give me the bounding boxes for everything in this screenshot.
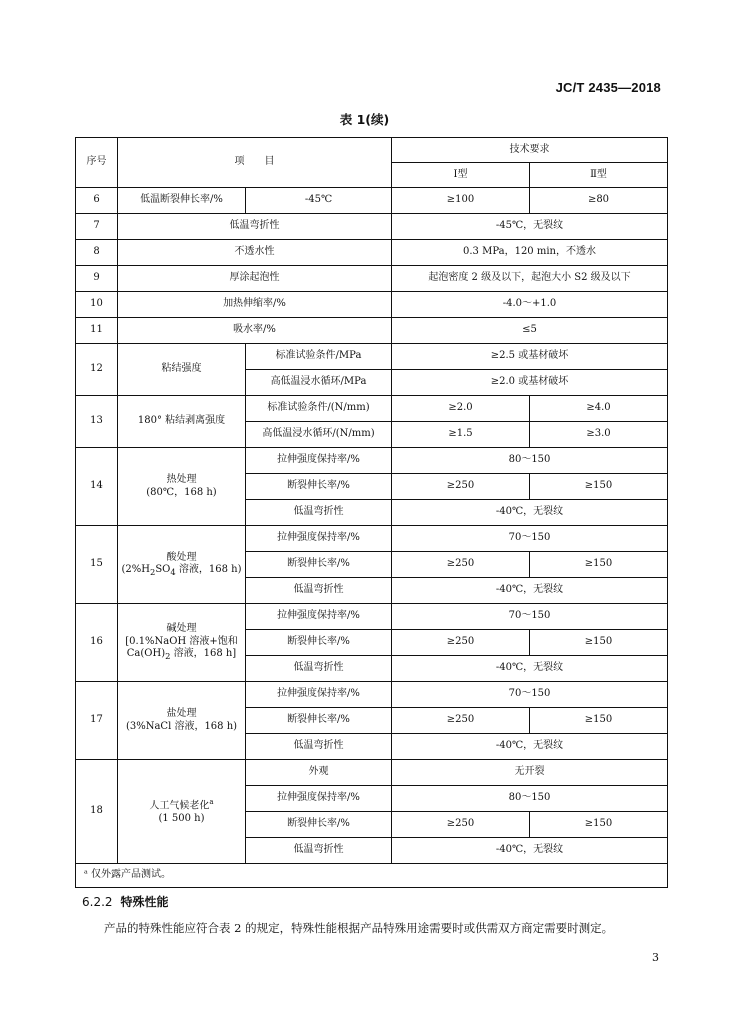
value-type1: ≥250 <box>392 812 530 838</box>
row-item-line: (3%NaCl 溶液，168 h) <box>125 720 238 732</box>
row-item: 吸水率/% <box>118 318 392 344</box>
row-no: 13 <box>76 396 118 448</box>
row-no: 8 <box>76 240 118 266</box>
table-row <box>76 318 668 344</box>
table-footnote-row <box>76 864 668 888</box>
section-heading <box>82 893 169 910</box>
formula-subscript: 2 <box>150 567 156 578</box>
value-type2: ≥150 <box>530 552 668 578</box>
value-both: -4.0～+1.0 <box>392 292 668 318</box>
row-no: 9 <box>76 266 118 292</box>
table-row <box>76 396 668 422</box>
header-no: 序号 <box>76 138 118 188</box>
table-row <box>76 344 668 370</box>
value-both: -40℃，无裂纹 <box>392 500 668 526</box>
sub-item: 断裂伸长率/% <box>246 552 392 578</box>
value-type1: ≥2.0 <box>392 396 530 422</box>
header-type2: Ⅱ型 <box>530 163 668 188</box>
formula-part: 溶液，168 h) <box>175 564 242 576</box>
row-no: 18 <box>76 760 118 864</box>
value-both: 70～150 <box>392 682 668 708</box>
sub-item: 拉伸强度保持率/% <box>246 682 392 708</box>
value-type1: ≥250 <box>392 552 530 578</box>
table-row <box>76 448 668 474</box>
row-item <box>118 448 246 526</box>
sub-item: 低温弯折性 <box>246 838 392 864</box>
row-item: 厚涂起泡性 <box>118 266 392 292</box>
value-both: 0.3 MPa，120 min，不透水 <box>392 240 668 266</box>
row-no: 10 <box>76 292 118 318</box>
row-item: 180° 粘结剥离强度 <box>118 396 246 448</box>
value-both: ≤5 <box>392 318 668 344</box>
formula-subscript: 4 <box>170 567 176 578</box>
header-type1: Ⅰ型 <box>392 163 530 188</box>
row-item-line: [0.1%NaOH 溶液+饱和 <box>125 635 238 647</box>
row-item-line: (1 500 h) <box>158 812 205 824</box>
row-item-line: 热处理 <box>166 474 197 485</box>
value-both: -40℃，无裂纹 <box>392 838 668 864</box>
row-item-line <box>121 798 242 813</box>
row-item-line <box>121 564 242 577</box>
row-no: 12 <box>76 344 118 396</box>
row-no: 16 <box>76 604 118 682</box>
table-header-row <box>76 138 668 163</box>
formula-subscript: 2 <box>165 651 171 662</box>
section-number: 6.2.2 <box>82 895 113 909</box>
row-item-line: 酸处理 <box>166 551 197 563</box>
value-both: ≥2.5 或基材破坏 <box>392 344 668 370</box>
section-paragraph: 产品的特殊性能应符合表 2 的规定，特殊性能根据产品特殊用途需要时或供需双方商定需要时测定。 <box>104 921 614 935</box>
row-condition: -45℃ <box>246 188 392 214</box>
row-no: 17 <box>76 682 118 760</box>
standard-code: JC/T 2435—2018 <box>555 80 661 95</box>
sub-item: 拉伸强度保持率/% <box>246 604 392 630</box>
sub-item: 断裂伸长率/% <box>246 708 392 734</box>
value-type1: ≥250 <box>392 708 530 734</box>
table-row <box>76 760 668 786</box>
row-item: 低温弯折性 <box>118 214 392 240</box>
sub-item: 标准试验条件/MPa <box>246 344 392 370</box>
value-type1: ≥250 <box>392 630 530 656</box>
value-type1: ≥100 <box>392 188 530 214</box>
formula-part: SO <box>155 564 171 576</box>
value-both: 70～150 <box>392 604 668 630</box>
sub-item: 标准试验条件/(N/mm) <box>246 396 392 422</box>
table-row <box>76 266 668 292</box>
value-type2: ≥150 <box>530 630 668 656</box>
sub-item: 高低温浸水循环/MPa <box>246 370 392 396</box>
row-no: 6 <box>76 188 118 214</box>
table-row <box>76 604 668 630</box>
row-item-line <box>121 648 242 661</box>
table-row <box>76 188 668 214</box>
formula-part: (2%H <box>121 564 150 576</box>
value-both: 无开裂 <box>392 760 668 786</box>
value-type2: ≥3.0 <box>530 422 668 448</box>
row-item-line: (80℃，168 h) <box>146 486 217 498</box>
value-both: 起泡密度 2 级及以下，起泡大小 S2 级及以下 <box>392 266 668 292</box>
sub-item: 断裂伸长率/% <box>246 474 392 500</box>
table-row <box>76 682 668 708</box>
row-item <box>118 604 246 682</box>
value-both: 80～150 <box>392 786 668 812</box>
sub-item: 断裂伸长率/% <box>246 630 392 656</box>
value-both: -40℃，无裂纹 <box>392 578 668 604</box>
value-type2: ≥150 <box>530 474 668 500</box>
spec-table <box>75 137 668 888</box>
sub-item: 拉伸强度保持率/% <box>246 526 392 552</box>
row-no: 15 <box>76 526 118 604</box>
row-item <box>118 526 246 604</box>
value-both: -40℃，无裂纹 <box>392 734 668 760</box>
row-no: 14 <box>76 448 118 526</box>
table-row <box>76 214 668 240</box>
formula-part: Ca(OH) <box>126 648 166 660</box>
row-item <box>118 760 246 864</box>
section-title: 特殊性能 <box>120 895 169 909</box>
sub-item: 高低温浸水循环/(N/mm) <box>246 422 392 448</box>
sub-item: 拉伸强度保持率/% <box>246 448 392 474</box>
value-type1: ≥250 <box>392 474 530 500</box>
sub-item: 外观 <box>246 760 392 786</box>
value-both: -40℃，无裂纹 <box>392 656 668 682</box>
table-footnote: ᵃ 仅外露产品测试。 <box>76 864 668 888</box>
row-item-line: 碱处理 <box>166 623 197 635</box>
row-no: 7 <box>76 214 118 240</box>
sub-item: 拉伸强度保持率/% <box>246 786 392 812</box>
sub-item: 低温弯折性 <box>246 656 392 682</box>
value-type2: ≥4.0 <box>530 396 668 422</box>
header-item: 项 目 <box>118 138 392 188</box>
row-item <box>118 682 246 760</box>
page-number: 3 <box>652 951 659 964</box>
value-type1: ≥1.5 <box>392 422 530 448</box>
row-item-text: 人工气候老化 <box>149 800 210 812</box>
value-both: -45℃，无裂纹 <box>392 214 668 240</box>
value-type2: ≥80 <box>530 188 668 214</box>
table-row <box>76 292 668 318</box>
row-item: 粘结强度 <box>118 344 246 396</box>
sub-item: 低温弯折性 <box>246 500 392 526</box>
sub-item: 低温弯折性 <box>246 734 392 760</box>
sub-item: 低温弯折性 <box>246 578 392 604</box>
header-requirement: 技术要求 <box>392 138 668 163</box>
row-no: 11 <box>76 318 118 344</box>
sub-item: 断裂伸长率/% <box>246 812 392 838</box>
value-both: 80～150 <box>392 448 668 474</box>
row-item: 不透水性 <box>118 240 392 266</box>
footnote-mark: a <box>209 797 214 806</box>
table-row <box>76 240 668 266</box>
table-row <box>76 526 668 552</box>
value-both: 70～150 <box>392 526 668 552</box>
value-type2: ≥150 <box>530 812 668 838</box>
table-title: 表 1(续) <box>339 112 390 127</box>
formula-part: 溶液，168 h] <box>170 648 237 660</box>
row-item: 加热伸缩率/% <box>118 292 392 318</box>
value-both: ≥2.0 或基材破坏 <box>392 370 668 396</box>
row-item-line: 盐处理 <box>166 708 197 719</box>
value-type2: ≥150 <box>530 708 668 734</box>
row-item: 低温断裂伸长率/% <box>118 188 246 214</box>
